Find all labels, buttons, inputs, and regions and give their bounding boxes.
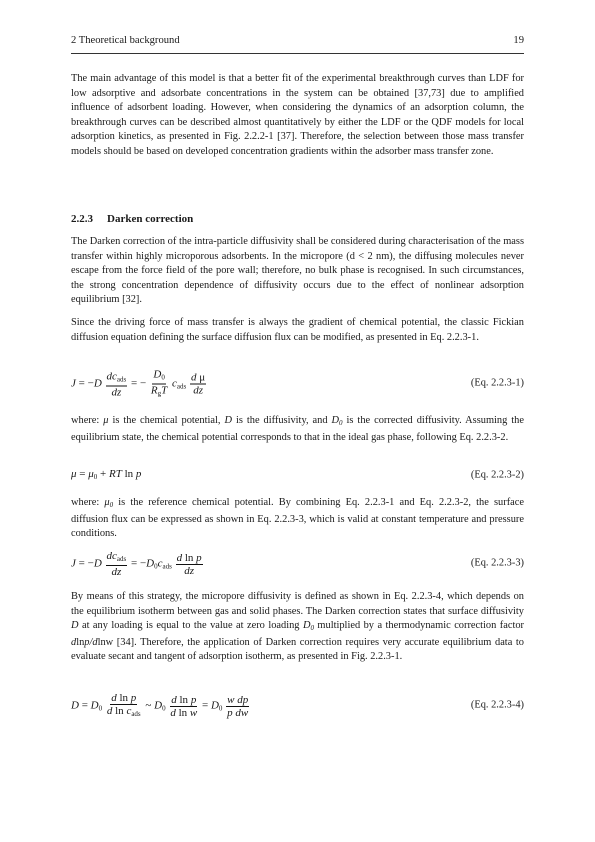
paragraph-model-advantage: The main advantage of this model is that a better fit of the experimental breakthrough curves than LDF for low adsorptive and adsorbate concentrations in the system can be obtained [37,73] due to amplified influence of adsorbent loading. However, when considering the dynamics of an adsorption column, the breakthrough curves can be described almost quantitatively by either the LDF or the QDF models for local adsorption kinetics, as presented in Fig. 2.2.2-1 [37]. Therefore, the selection between those mass transfer models should be based on developed concentration gradients within the adsorber mass transfer zone. — [71, 73, 524, 157]
text-span: [34]. Therefore, the application of Darken correction requires very accurate equilibrium data to evaluate secant and tangent of adsorption isotherm, as presented in Fig. 2.2.3-1. — [71, 636, 524, 663]
equation-body: $\mu = \mu_0$ + RT ln p — [71, 468, 142, 482]
paragraph-darken-intro: The Darken correction of the intra-particle diffusivity shall be considered during characterisation of the mass transfer within highly microporous adsorbents. In the micropore (d < 2 nm), the diffusing molecules never escape from the force field of the pore wall; therefore, no bulk phase is recognised. In such circumstances, the strong concentration dependence of diffusivity occurs due to the effect of nonlinear adsorption equilibrium [32]. — [71, 236, 524, 306]
text-span: is the reference chemical potential. By combining Eq. 2.2.3-1 and Eq. 2.2.3-2, the surface diffusion flux can be expressed as shown in Eq. 2.2.3-3, which is valid at constant temperature and pressure conditions. — [71, 497, 524, 540]
text-span: is the corrected diffusivity. Assuming the equilibrium state, the chemical potential corresponds to that in the ideal gas phase, following Eq. 2.2.3-2. — [71, 415, 524, 443]
equation-body: J = −D $\frac{dc_{ads}}{dz}$ = $-D_0c_{ads}$ $\frac{\text{d ln p}}{dz}$ — [71, 550, 202, 578]
section-heading — [71, 212, 193, 227]
symbol-D: D — [71, 620, 79, 632]
text-span: is the chemical potential, — [108, 415, 225, 426]
paragraph-where-mu — [71, 414, 524, 445]
symbol-mu0-subscript: 0 — [109, 501, 114, 509]
paragraph-micropore-diffusivity — [71, 590, 524, 665]
text-span: multiplied by a thermodynamic correction factor — [313, 620, 524, 632]
equation-label: (Eq. 2.2.3-3) — [470, 557, 524, 569]
factor-part: lnw — [97, 636, 114, 648]
text-span: at any loading is equal to the value at zero loading — [78, 620, 303, 632]
paragraph-fickian: Since the driving force of mass transfer is always the gradient of chemical potential, the classic Fickian diffusion equation defining the surface diffusion flux can be modified, as presented in Eq. 2.2.3-1. — [71, 317, 524, 343]
header-section-title: 2 Theoretical background — [71, 35, 180, 46]
text-span: where: — [71, 415, 104, 426]
running-header — [71, 34, 524, 50]
section-title: Darken correction — [107, 213, 194, 225]
factor-part: p/d — [84, 636, 98, 648]
text-span: where: — [71, 497, 105, 508]
symbol-D0: D — [302, 620, 311, 632]
text-span: is the diffusivity, and — [231, 415, 332, 426]
equation-2-2-3-1 — [71, 366, 524, 402]
equation-body: $D = D_0$ $\frac{\text{d ln p}}{d \ln c_{ads}}$ ~ $D_0$ $\frac{\text{d ln p}}{\text{d ln w}}$ = $D_0$ $\frac{\text{w dp}}{\text{p dw}}$ — [71, 692, 249, 719]
header-page-number: 19 — [513, 35, 524, 46]
symbol-D0-subscript: 0 — [310, 624, 314, 633]
symbol-mu: μ — [103, 415, 109, 426]
symbol-D: D — [224, 415, 232, 426]
text-span: By means of this strategy, the micropore diffusivity is defined as shown in Eq. 2.2.3-4, which depends on the equilibrium isotherm between gas and solid phases. The Darken correction states that surface diffusivity — [71, 591, 524, 617]
equation-2-2-3-3 — [71, 546, 524, 582]
equation-label: (Eq. 2.2.3-2) — [470, 469, 524, 481]
section-number: 2.2.3 — [71, 213, 93, 225]
factor-part: d — [71, 636, 77, 648]
equation-label: (Eq. 2.2.3-1) — [470, 377, 524, 389]
equation-body: J = −D $\frac{dc_{ads}}{dz}$ = − $\frac{D_0}{R_gT}$ $c_{ads}$ $\frac{\text{d μ}}{dz}$ — [71, 368, 206, 398]
symbol-D0: D — [331, 415, 340, 426]
equation-2-2-3-2 — [71, 461, 524, 491]
equation-label: (Eq. 2.2.3-4) — [470, 699, 524, 711]
symbol-mu0: μ — [104, 497, 110, 508]
paragraph-where-mu0 — [71, 496, 524, 542]
factor-part: ln — [76, 636, 85, 648]
symbol-D0-subscript: 0 — [339, 419, 343, 427]
equation-2-2-3-4 — [71, 686, 524, 726]
header-rule — [71, 53, 524, 54]
